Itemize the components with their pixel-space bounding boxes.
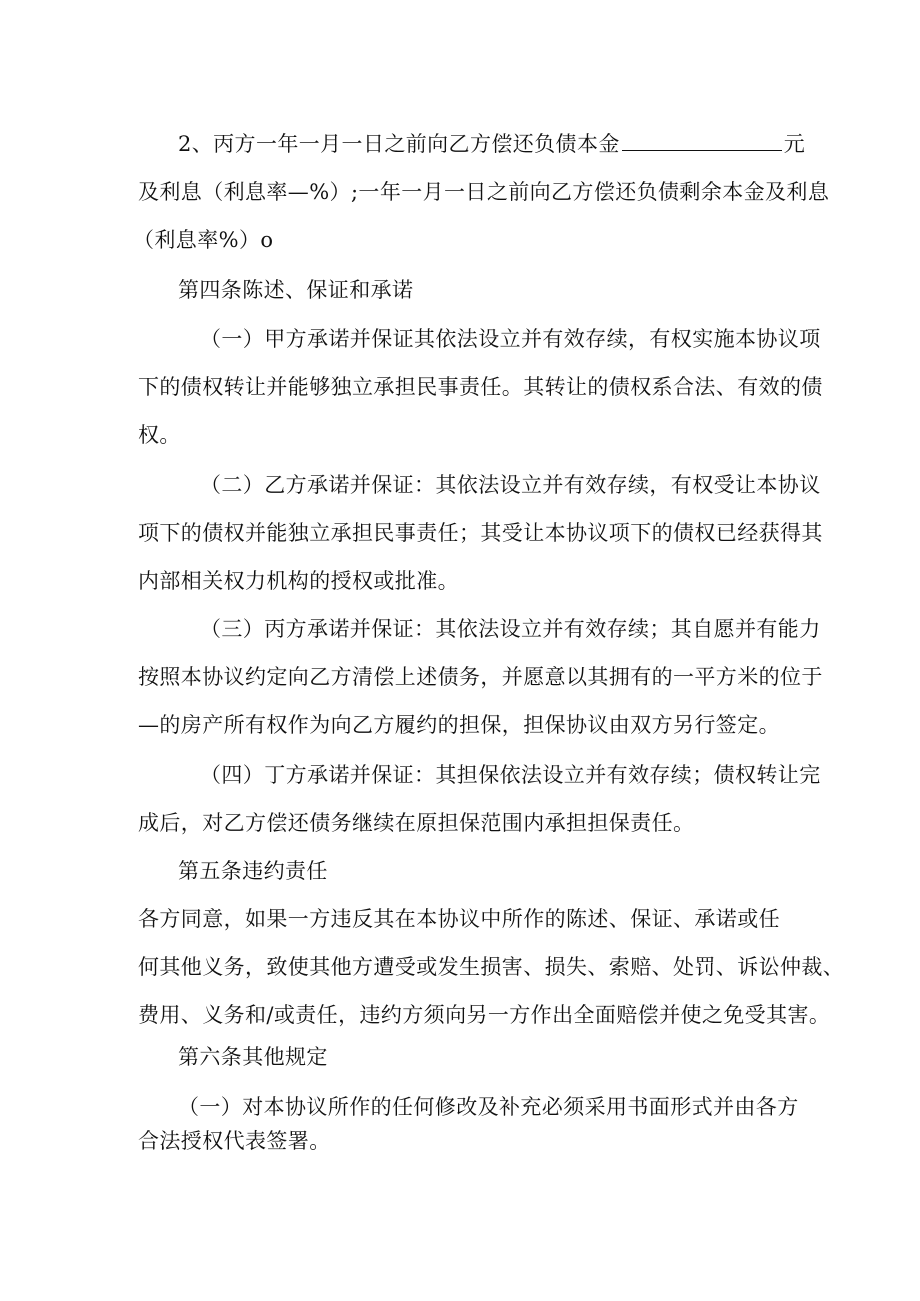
article-6-item-1-line-2: 合法授权代表签署。 [138,1129,331,1153]
article-4-item-1-line-1: （一）甲方承诺并保证其依法设立并有效存续，有权实施本协议项 [200,327,821,351]
article-4-item-4-line-2: 成后，对乙方偿还债务继续在原担保范围内承担担保责任。 [138,811,695,835]
clause-2-line-2: 及利息（利息率—%）;一年一月一日之前向乙方偿还负债剩余本金及利息 [138,180,830,204]
article-5-line-1: 各方同意，如果一方违反其在本协议中所作的陈述、保证、承诺或任 [138,907,780,931]
article-4-item-2-line-3: 内部相关权力机构的授权或批准。 [138,569,459,593]
article-4-item-2-line-2: 项下的债权并能独立承担民事责任；其受让本协议项下的债权已经获得其 [138,521,823,545]
article-5-line-3: 费用、义务和/或责任，违约方须向另一方作出全面赔偿并使之免受其害。 [138,1003,831,1027]
article-4-item-3-line-1: （三）丙方承诺并保证：其依法设立并有效存续；其自愿并有能力 [200,617,821,641]
clause-2-unit: 元 [783,132,806,156]
article-4-item-2-line-1: （二）乙方承诺并保证：其依法设立并有效存续，有权受让本协议 [200,473,821,497]
clause-2-text: 2、丙方一年一月一日之前向乙方偿还负债本金 [178,132,620,156]
clause-2-line-3: （利息率%）o [133,228,274,252]
article-6-item-1-line-1: （一）对本协议所作的任何修改及补充必须采用书面形式并由各方 [178,1095,799,1119]
article-6-heading: 第六条其他规定 [178,1045,328,1069]
article-4-heading: 第四条陈述、保证和承诺 [178,278,414,302]
article-4-item-3-line-2: 按照本协议约定向乙方清偿上述债务，并愿意以其拥有的一平方米的位于 [138,665,823,689]
article-4-item-1-line-2: 下的债权转让并能够独立承担民事责任。其转让的债权系合法、有效的债 [138,375,823,399]
article-4-item-3-line-3: —的房产所有权作为向乙方履约的担保，担保协议由双方另行签定。 [138,713,780,737]
article-4-item-1-line-3: 权。 [138,423,181,447]
article-5-heading: 第五条违约责任 [178,859,328,883]
clause-2-line-1 [178,130,805,158]
amount-blank [622,132,782,151]
article-5-line-2: 何其他义务，致使其他方遭受或发生损害、损失、索赔、处罚、诉讼仲裁、 [138,955,845,979]
article-4-item-4-line-1: （四）丁方承诺并保证：其担保依法设立并有效存续；债权转让完 [200,763,821,787]
